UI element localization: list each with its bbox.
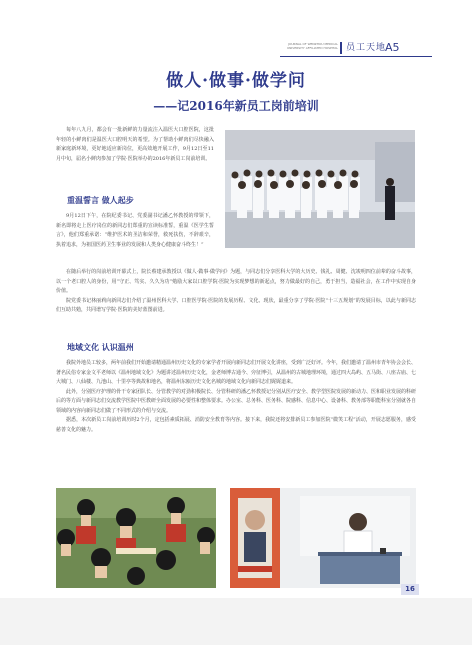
header-divider [340, 42, 342, 54]
section-heading-oath: 重温誓言 做人起步 [67, 196, 134, 205]
intro-block [56, 126, 214, 164]
section1-paragraph-1: 9月12日下午，在院纪委书记、党委副书记潘乙怀教授的带领下，新名即将走上医疗岗位的新同志们郑重的宣读标准誓，重温《医学生誓言》，他们郑重承诺：“维护医术的圣洁和荣誉，救死扶伤，不辞艰辛，执着追求，为祖国医药卫生事业的发展和人类身心健康奋斗终生！” [56, 213, 214, 248]
header-rule [280, 56, 432, 57]
article-title [0, 70, 472, 92]
section-heading-culture: 地域文化 认识温州 [67, 343, 134, 352]
intro-paragraph: 每年八九月，都会有一批新鲜的力量流注入温医大口腔医院，这批年轻的小鲜肉们是温医大口腔明天的希望。为了帮助小鲜肉们尽快融入新家庭新环境，更好地适应新岗位，更高效地开展工作，9月12日至11月中旬，届名小鲜肉参加了学院·医院举办的2016年新员工岗前培训。 [56, 127, 214, 162]
section1-text-b [56, 268, 416, 316]
team-building-photo [56, 488, 216, 588]
oath-group-photo [225, 130, 415, 248]
section2-text [56, 359, 416, 435]
title-main: 人·做事·做学问 [184, 71, 306, 91]
title-prefix: 做 [166, 71, 185, 91]
page-number: 16 [401, 584, 419, 595]
footer-band [0, 598, 472, 645]
page-code: A5 [385, 41, 400, 54]
section1-text-a [56, 212, 214, 250]
journal-name-small: JOURNAL OF WENZHOU MEDICAL UNIVERSITY AFFILIATED HOSPITAL [286, 42, 338, 50]
section2-paragraph-1: 我院外地员工较多，两年前我们开始邀请精通温州历史文化的专家学者开展向新同志们开展文化讲座，受到广泛好评。今年，我们邀请了温州市青年协会会长、著名民俗专家金文平老师以《温州地域文化》为题讲述温州历史文化，金老师博古通今、旁征博引，从温州的古城地理环境，通过四大岛屿、五马街、八座古庙、七大城门、八仙楼、九池山、十里亭等典故和地名，将温州东瓯历史文化名城的地域文化向新同志们娓娓道来。 [56, 360, 417, 385]
section2-paragraph-2: 此外，分别医疗护理的骨干专家团队长、分管教学的对劲积极院长、分管科研的潘乙怀教授记分别从医疗安全、教学型医院发展的新动力、医和职业发展的科研后的等方面与新同志们交流教学医院中医教研全面发展的必要性和整体要求。办公室、总务科、医务科、院感科、信息中心、设备科、教务部等职能科室分别就各自领域的内容向新同志们做了不同形式的介绍与交流。 [56, 388, 417, 414]
section1-paragraph-3: 院党委书记林丽莉向新同志们介绍了温州医科大学、口腔医学院·医院的发展历程、文化、现状，最重分享了学院·医院“十三五规划”的发展目标，以此与新同志们互助共勉，共同谱写学院·医院的美好蓝图前进。 [56, 297, 416, 313]
lecture-photo [230, 488, 416, 588]
section1-paragraph-2: 在随后举行的岗前培训开幕式上，院长蔡建承教授以《做人·做事·做学问》为题，与同志们分享医科大学的大历史、钱礼、周健、沈竣明四位前辈的奋斗故事，以一个老口腔人的身份，用“守正、笃实、久久为功”勉励大家以口腔学院·医院为实现梦想的新起点，努力做最好的自己，勇于担当，造福社会，在工作中实现自身价值。 [56, 269, 416, 294]
article-subtitle: ——记2016年新员工岗前培训 [153, 99, 319, 113]
section-label: 员工天地 [346, 43, 387, 53]
section2-paragraph-3: 据悉，本次新员工岗前培训历时2个月，定包括素质拓展、消防安全教育等内容。接下来，我院还将安排新员工参加医院“微笑工程”活动，开展志愿服务，感受慈善文化的魅力。 [56, 417, 416, 433]
